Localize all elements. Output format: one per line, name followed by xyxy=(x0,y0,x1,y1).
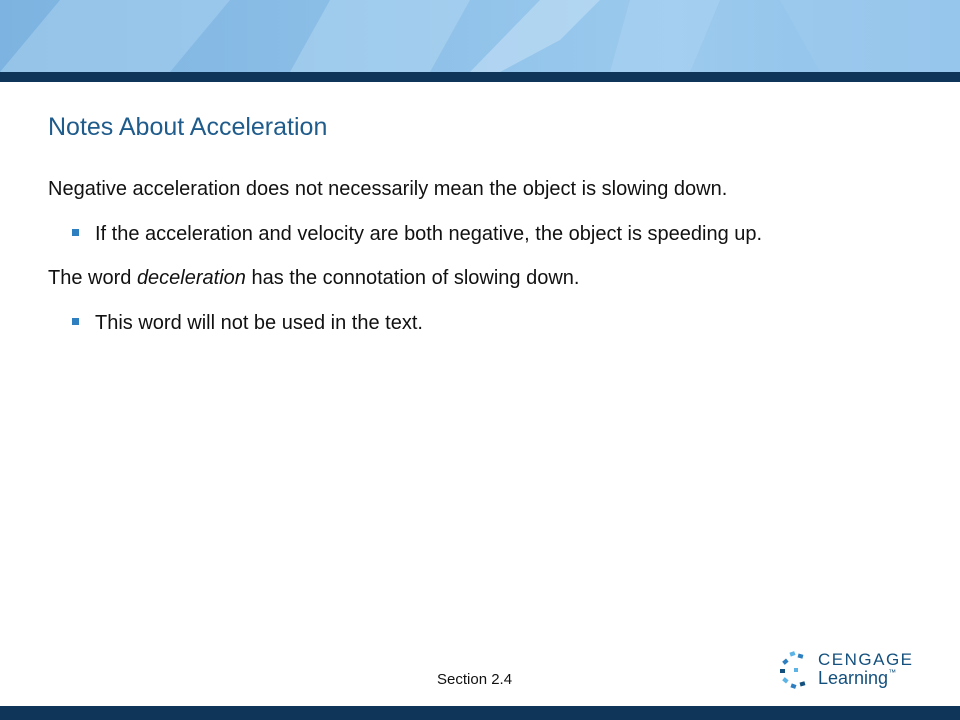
logo-wordmark-learning: Learning xyxy=(818,668,889,688)
header-banner xyxy=(0,0,960,72)
banner-decoration xyxy=(0,0,960,72)
sub-bullet-not-used xyxy=(72,312,423,335)
body-text-part: has the connotation of slowing down. xyxy=(245,267,580,289)
sub-bullet-text: This word will not be used in the text. xyxy=(95,312,423,334)
body-text-part: The word xyxy=(48,267,137,289)
bullet-square-icon xyxy=(72,229,79,236)
body-text-emphasis: deceleration xyxy=(136,267,246,289)
body-line-deceleration xyxy=(48,267,579,290)
cengage-mark-icon xyxy=(778,648,814,692)
logo-trademark: ™ xyxy=(888,668,897,677)
footer-rule xyxy=(0,706,960,720)
bullet-square-icon xyxy=(72,318,79,325)
section-label: Section 2.4 xyxy=(437,671,513,688)
cengage-logo xyxy=(778,648,918,692)
logo-wordmark-top: CENGAGE xyxy=(818,650,914,669)
slide-title: Notes About Acceleration xyxy=(48,113,328,141)
logo-wordmark-bottom xyxy=(818,668,896,689)
header-rule xyxy=(0,72,960,82)
body-line-negative-acceleration: Negative acceleration does not necessarily mean the object is slowing down. xyxy=(48,178,728,200)
sub-bullet-text: If the acceleration and velocity are both negative, the object is speeding up. xyxy=(95,223,763,245)
sub-bullet-speeding-up xyxy=(72,223,762,246)
